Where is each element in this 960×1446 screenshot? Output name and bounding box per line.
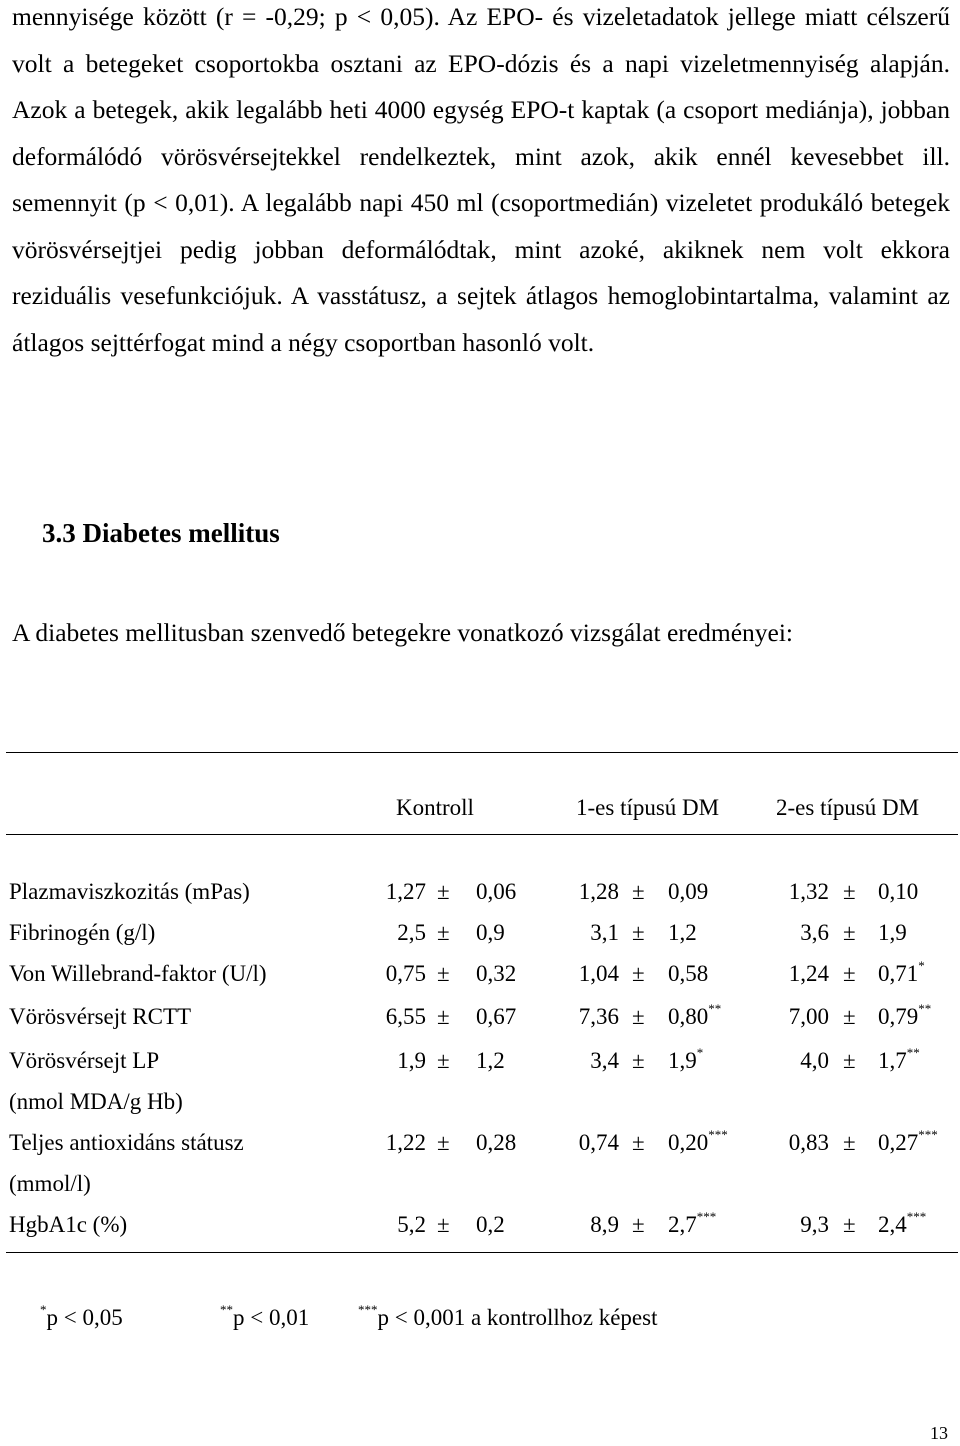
cell-mean: 3,4 [590, 1048, 619, 1073]
cell-sd [878, 920, 907, 946]
plus-minus-sign: ± [632, 920, 645, 945]
plus-minus-sign: ± [843, 879, 856, 904]
cell-mean: 7,36 [578, 1004, 619, 1029]
cell-sd [878, 1045, 920, 1074]
cell-sd-value: 0,79 [878, 1004, 919, 1029]
plus-minus-sign: ± [437, 1004, 450, 1029]
cell-sd [878, 1001, 932, 1030]
plus-minus-sign: ± [632, 1048, 645, 1073]
plus-minus-sign: ± [437, 1048, 450, 1073]
cell-mean: 1,24 [788, 961, 829, 986]
footnote-3: ***p < 0,001 a kontrollhoz képest [358, 1302, 658, 1330]
plus-minus-sign: ± [437, 920, 450, 945]
cell-sd-value: 0,20 [668, 1130, 709, 1155]
cell-sd-value: 0,32 [476, 961, 517, 986]
cell-sd-value: 0,71 [878, 961, 919, 986]
cell-sd-value: 2,4 [878, 1212, 907, 1237]
plus-minus-sign: ± [437, 1212, 450, 1237]
significance-mark: ** [918, 1001, 932, 1017]
cell-mean: 3,6 [800, 920, 829, 945]
plus-minus-sign: ± [632, 1212, 645, 1237]
plus-minus-sign: ± [632, 879, 645, 904]
cell-mean: 6,55 [385, 1004, 426, 1029]
section-heading: 3.3 Diabetes mellitus [42, 518, 280, 548]
cell-mean: 1,22 [385, 1130, 426, 1155]
cell-sd-value: 0,9 [476, 920, 505, 945]
cell-sd [878, 879, 918, 905]
plus-minus-sign: ± [437, 1130, 450, 1155]
cell-sd-value: 0,09 [668, 879, 709, 904]
plus-minus-sign: ± [843, 920, 856, 945]
row-label: Vörösvérsejt RCTT [9, 1004, 192, 1029]
plus-minus-sign: ± [632, 1130, 645, 1155]
cell-sd [668, 961, 708, 987]
row-label: Plazmaviszkozitás (mPas) [9, 879, 250, 904]
cell-sd [476, 1004, 516, 1030]
plus-minus-sign: ± [437, 879, 450, 904]
cell-sd-value: 1,7 [878, 1048, 907, 1073]
plus-minus-sign: ± [843, 1130, 856, 1155]
row-label-unit: (nmol MDA/g Hb) [9, 1089, 183, 1114]
cell-sd [668, 1127, 728, 1156]
cell-sd [878, 1127, 938, 1156]
plus-minus-sign: ± [437, 961, 450, 986]
cell-sd [878, 958, 925, 987]
cell-sd [668, 920, 697, 946]
cell-mean: 1,28 [578, 879, 619, 904]
row-label-unit: (mmol/l) [9, 1171, 91, 1196]
plus-minus-sign: ± [843, 961, 856, 986]
cell-sd-value: 0,28 [476, 1130, 517, 1155]
cell-mean: 5,2 [397, 1212, 426, 1237]
cell-sd [878, 1209, 927, 1238]
row-label: Von Willebrand-faktor (U/l) [9, 961, 267, 986]
row-label: Fibrinogén (g/l) [9, 920, 156, 945]
row-label: HgbA1c (%) [9, 1212, 128, 1237]
cell-mean: 0,75 [385, 961, 426, 986]
cell-sd-value: 0,06 [476, 879, 517, 904]
table-header-rule [6, 834, 958, 835]
cell-sd-value: 2,7 [668, 1212, 697, 1237]
cell-mean: 1,04 [578, 961, 619, 986]
cell-sd [668, 1045, 704, 1074]
plus-minus-sign: ± [843, 1004, 856, 1029]
cell-sd [476, 1048, 505, 1074]
table-top-rule [6, 752, 958, 753]
cell-sd [476, 879, 516, 905]
cell-sd-value: 0,2 [476, 1212, 505, 1237]
footnote-2: **p < 0,01 [220, 1302, 310, 1330]
cell-sd [668, 879, 708, 905]
cell-sd-value: 0,27 [878, 1130, 919, 1155]
footnote-1: *p < 0,05 [40, 1302, 123, 1330]
row-label: Teljes antioxidáns státusz [9, 1130, 244, 1155]
cell-sd [476, 920, 505, 946]
cell-mean: 0,74 [578, 1130, 619, 1155]
cell-mean: 3,1 [590, 920, 619, 945]
plus-minus-sign: ± [632, 1004, 645, 1029]
significance-mark: * [696, 1045, 704, 1061]
table-bottom-rule [6, 1252, 958, 1253]
cell-sd-value: 1,2 [476, 1048, 505, 1073]
cell-sd [476, 961, 516, 987]
cell-sd-value: 0,80 [668, 1004, 709, 1029]
plus-minus-sign: ± [843, 1048, 856, 1073]
significance-mark: ** [906, 1045, 920, 1061]
col-header-dm2: 2-es típusú DM [776, 795, 920, 820]
cell-sd-value: 0,67 [476, 1004, 517, 1029]
significance-mark: ** [708, 1001, 722, 1017]
cell-sd-value: 1,9 [878, 920, 907, 945]
lead-paragraph: A diabetes mellitusban szenvedő betegekre vonatkozó vizsgálat eredményei: [12, 618, 794, 647]
cell-mean: 8,9 [590, 1212, 619, 1237]
significance-mark: * [918, 958, 925, 974]
cell-sd-value: 1,2 [668, 920, 697, 945]
cell-sd [476, 1212, 505, 1238]
significance-mark: *** [906, 1209, 927, 1225]
cell-mean: 0,83 [788, 1130, 829, 1155]
cell-sd-value: 0,10 [878, 879, 919, 904]
page-number: 13 [930, 1423, 948, 1443]
plus-minus-sign: ± [843, 1212, 856, 1237]
col-header-kontroll: Kontroll [396, 795, 474, 820]
cell-sd-value: 0,58 [668, 961, 709, 986]
cell-mean: 2,5 [397, 920, 426, 945]
significance-mark: *** [696, 1209, 717, 1225]
plus-minus-sign: ± [632, 961, 645, 986]
col-header-dm1: 1-es típusú DM [576, 795, 720, 820]
cell-mean: 9,3 [800, 1212, 829, 1237]
cell-mean: 1,27 [385, 879, 426, 904]
cell-sd [476, 1130, 516, 1156]
cell-mean: 1,9 [397, 1048, 426, 1073]
cell-sd [668, 1209, 717, 1238]
significance-mark: *** [708, 1127, 728, 1143]
cell-sd-value: 1,9 [668, 1048, 697, 1073]
cell-mean: 1,32 [788, 879, 829, 904]
cell-mean: 4,0 [800, 1048, 829, 1073]
intro-paragraph: mennyisége között (r = -0,29; p < 0,05). Az EPO- és vizeletadatok jellege miatt célszerű volt a betegeket csoportokba osztani az EPO-dózis és a napi vizeletmennyiség alapján. Azok a betegek, akik legalább heti 4000 egység EPO-t kaptak (a csoport mediánja), jobban deformálódó vörösvérsejtekkel rendelkeztek, mint azok, akik ennél kevesebbet ill. semennyit (p < 0,01). A legalább napi 450 ml (csoportmedián) vizeletet produkáló betegek vörösvérsejtjei pedig jobban deformálódtak, mint azoké, akiknek nem volt ekkora reziduális vesefunkciójuk. A vasstátusz, a sejtek átlagos hemoglobintartalma, valamint az átlagos sejttérfogat mind a négy csoportban hasonló volt. [12, 2, 950, 357]
significance-mark: *** [918, 1127, 938, 1143]
cell-sd [668, 1001, 722, 1030]
cell-mean: 7,00 [788, 1004, 829, 1029]
row-label: Vörösvérsejt LP [9, 1048, 160, 1073]
